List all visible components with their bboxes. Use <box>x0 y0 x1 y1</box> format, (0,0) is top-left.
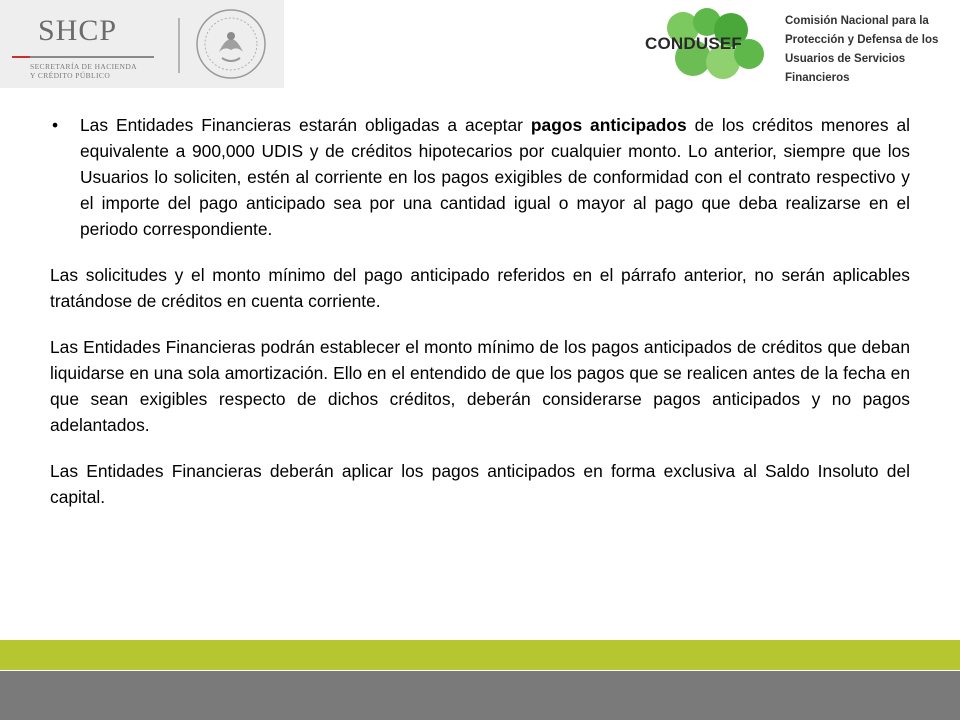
shcp-name-line1: SECRETARÍA DE HACIENDA <box>30 62 137 71</box>
condusef-tagline-line: Protección y Defensa de los <box>785 34 939 46</box>
slide-body <box>50 112 910 530</box>
condusef-tagline <box>785 12 955 88</box>
condusef-name: CONDUSEF <box>645 34 742 53</box>
bullet-text-start: Las Entidades Financieras estarán obligadas a aceptar <box>80 115 531 135</box>
shcp-name-line2: Y CRÉDITO PÚBLICO <box>30 71 111 80</box>
bullet-bold-term: pagos anticipados <box>530 115 687 135</box>
condusef-logo <box>639 0 955 88</box>
paragraph: Las Entidades Financieras podrán establecer el monto mínimo de los pagos anticipados de créditos que deban liquidarse en una sola amortización. Ello en el entendido de que los pagos que se realicen antes de la fecha en que sean exigibles respecto de dichos créditos, deberán considerarse pagos anticipados y no pagos adelantados. <box>50 337 910 435</box>
shcp-vertical-divider <box>178 18 180 73</box>
condusef-tagline-line: Comisión Nacional para la <box>785 15 929 27</box>
bullet-icon: • <box>52 115 59 135</box>
bullet-item <box>50 112 910 242</box>
condusef-tagline-line: Usuarios de Servicios Financieros <box>785 53 906 84</box>
paragraph: Las solicitudes y el monto mínimo del pago anticipado referidos en el párrafo anterior, no serán aplicables tratándose de créditos en cuenta corriente. <box>50 265 910 311</box>
footer-gray-band <box>0 671 960 720</box>
shcp-acronym: SHCP <box>38 14 118 47</box>
footer-green-band <box>0 640 960 670</box>
shcp-divider-line <box>12 56 154 58</box>
paragraph: Las Entidades Financieras deberán aplicar los pagos anticipados en forma exclusiva al Saldo Insoluto del capital. <box>50 461 910 507</box>
bullet-text-end: de los créditos menores al equivalente a 900,000 UDIS y de créditos hipotecarios por cualquier monto. Lo anterior, siempre que los Usuarios lo soliciten, estén al corriente en los pagos exigibles de conformidad con el contrato respectivo y el importe del pago anticipado sea por una cantidad igual o mayor al pago que deba realizarse en el periodo correspondiente. <box>80 115 910 239</box>
shcp-logo <box>0 0 284 88</box>
mexico-coat-of-arms-icon <box>192 6 270 82</box>
